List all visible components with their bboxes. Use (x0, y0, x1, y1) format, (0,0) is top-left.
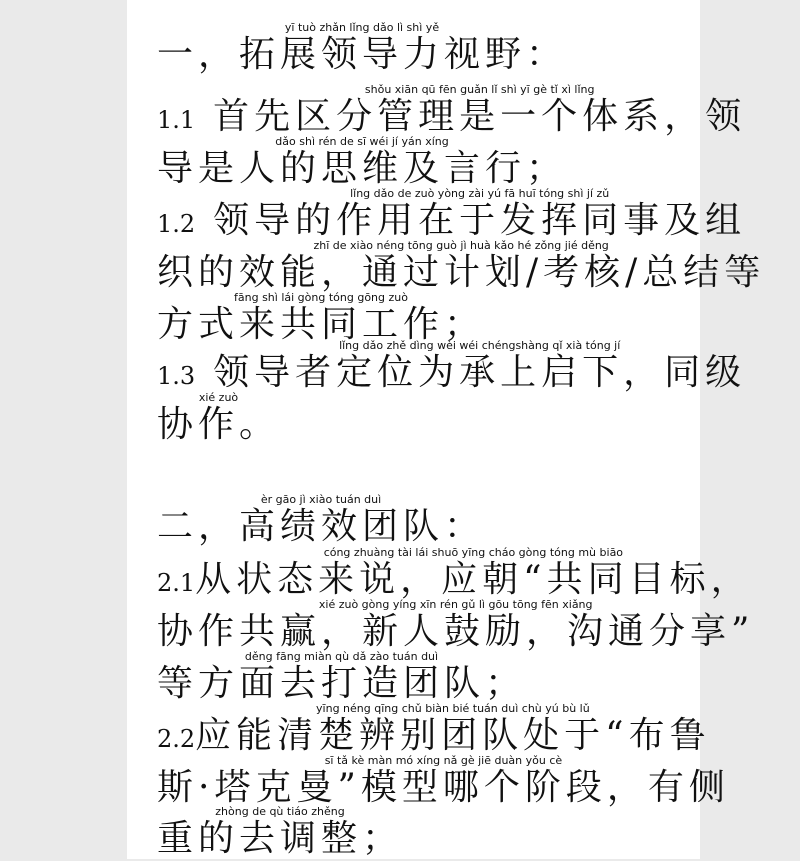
line-text: 从状态来说，应朝“共同目标， (195, 559, 752, 600)
pinyin: lǐng dǎo zhě dìng wèi wéi chéngshàng qǐ xià tóng jí (213, 339, 747, 352)
line-text: 等方面去打造团队； (157, 663, 527, 704)
paragraph-line (157, 703, 711, 758)
paragraph-line (157, 84, 746, 139)
pinyin: sī tǎ kè màn mó xíng nǎ gè jiē duàn yǒu cè (157, 754, 730, 767)
paragraph-line (157, 651, 526, 706)
pinyin: děng fāng miàn qù dǎ zào tuán duì (157, 650, 527, 663)
line-text: 导是人的思维及言行； (157, 148, 568, 189)
pinyin: xié zuò gòng yíng xīn rén gǔ lì gōu tōng fēn xiǎng (157, 598, 755, 611)
pinyin: xié zuò (157, 391, 280, 404)
item-number: 1.2 (157, 210, 196, 238)
line-text: 斯·塔克曼”模型哪个阶段，有侧 (157, 767, 730, 808)
pinyin: lǐng dǎo de zuò yòng zài yú fā huī tóng shì jí zǔ (213, 187, 747, 200)
pinyin: yīng néng qīng chǔ biàn bié tuán duì chù yú bù lǔ (195, 702, 711, 715)
line-text: 重的去调整； (157, 818, 404, 859)
pinyin: fāng shì lái gòng tóng gōng zuò (157, 291, 485, 304)
pinyin: èr gāo jì xiào tuán duì (157, 493, 486, 506)
line-text: 领导的作用在于发挥同事及组 (213, 200, 747, 241)
paragraph-line (157, 340, 746, 395)
line-text: 一，拓展领导力视野： (157, 34, 568, 75)
line-text: 方式来共同工作； (157, 304, 486, 345)
paragraph-line (157, 599, 754, 654)
heading-1 (157, 22, 567, 77)
line-text: 织的效能，通过计划/考核/总结等 (157, 252, 766, 293)
line-text: 领导者定位为承上启下，同级 (213, 352, 747, 393)
pinyin: yī tuò zhǎn lǐng dǎo lì shì yě (157, 21, 567, 34)
line-text: 协作。 (157, 404, 281, 445)
pinyin: zhòng de qù tiáo zhěng (157, 805, 403, 818)
line-text: 协作共赢，新人鼓励，沟通分享” (157, 611, 755, 652)
pinyin: cóng zhuàng tài lái shuō yīng cháo gòng tóng mù biāo (195, 546, 752, 559)
item-number: 1.3 (157, 362, 196, 390)
pinyin: dǎo shì rén de sī wéi jí yán xíng (157, 135, 568, 148)
line-text: 应能清楚辨别团队处于“布鲁 (195, 715, 711, 756)
item-number: 1.1 (157, 106, 196, 134)
item-number: 2.2 (157, 725, 196, 753)
item-number: 2.1 (157, 569, 196, 597)
paragraph-line (157, 188, 746, 243)
pinyin: zhī de xiào néng tōng guò jì huà kǎo hé zǒng jié děng (157, 239, 766, 252)
paragraph-line (157, 136, 567, 191)
paragraph-line (157, 392, 280, 447)
document-page (127, 0, 766, 859)
paragraph-line (157, 547, 752, 602)
paragraph-line (157, 755, 730, 810)
heading-2 (157, 494, 485, 549)
paragraph-line (157, 240, 765, 295)
line-text: 二，高绩效团队： (157, 506, 486, 547)
paragraph-line (157, 806, 403, 861)
pinyin: shǒu xiān qū fēn guǎn lǐ shì yī gè tǐ xì lǐng (213, 83, 747, 96)
line-text: 首先区分管理是一个体系，领 (213, 96, 747, 137)
